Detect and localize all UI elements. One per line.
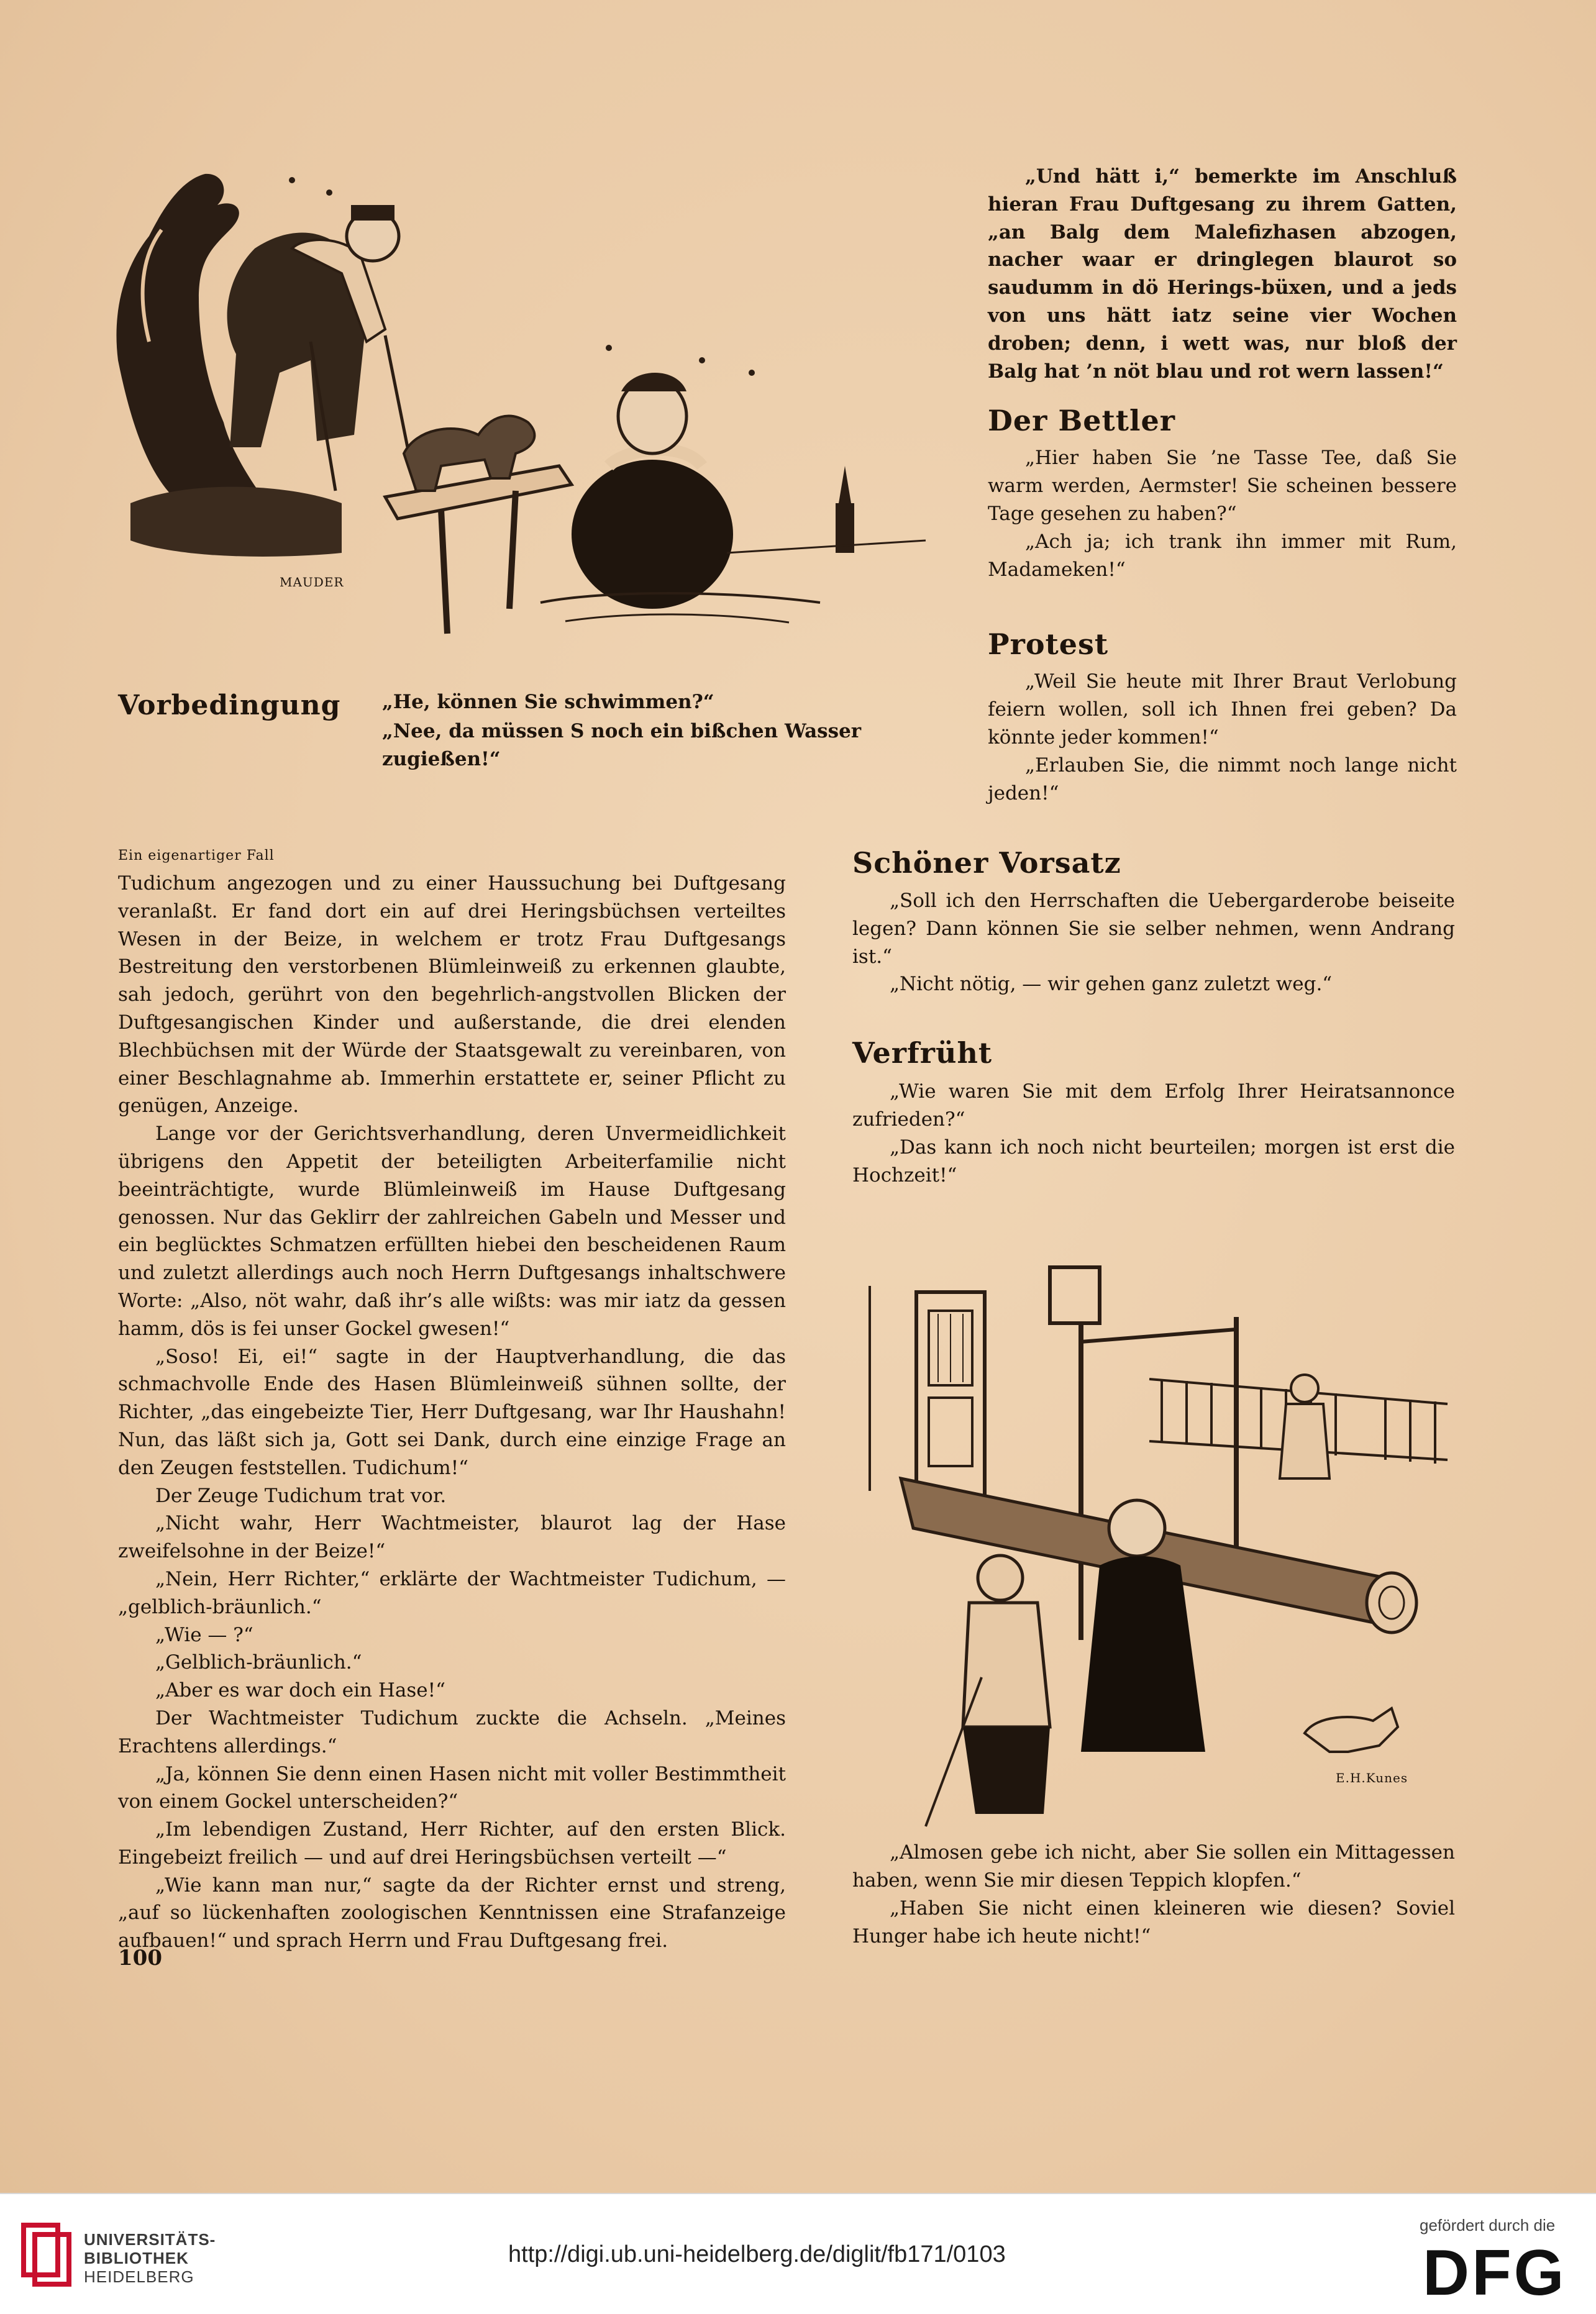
verfrueht-line-2: „Das kann ich noch nicht beurteilen; morgen ist erst die Hochzeit!“ xyxy=(852,1136,1455,1187)
teppich-signature: E.H.Kunes xyxy=(1336,1770,1408,1785)
verfrueht-line-1: „Wie waren Sie mit dem Erfolg Ihrer Heiratsannonce zufrieden?“ xyxy=(852,1080,1455,1131)
vorsatz-heading: Schöner Vorsatz xyxy=(852,846,1121,880)
top-right-paragraph: „Und hätt i,“ bemerkte im Anschluß hieran Frau Duftgesang zu ihrem Gatten, „an Balg dem Malefizhasen abzogen, nacher waar er dringlegen blaurot so saudumm in dö Herings-büxen, und a jeds von uns hätt iatz seine vier Wochen droben; denn, i wett was, nur bloß der Balg hat ’n nöt blau und rot wern lassen!“ xyxy=(988,165,1457,383)
vorbedingung-heading: Vorbedingung xyxy=(118,690,341,721)
fall-paragraph-5: „Nicht wahr, Herr Wachtmeister, blaurot lag der Hase zweifelsohne in der Beize!“ xyxy=(118,1512,786,1563)
protest-line-2: „Erlauben Sie, die nimmt noch lange nicht jeden!“ xyxy=(988,754,1457,804)
dfg-logo: DFG xyxy=(1423,2237,1567,2309)
fall-paragraph-4: Der Zeuge Tudichum trat vor. xyxy=(155,1484,447,1507)
protest-heading: Protest xyxy=(988,627,1109,661)
fall-paragraph-12: „Im lebendigen Zustand, Herr Richter, auf den ersten Blick. Eingebeizt freilich — und auf drei Heringsbüchsen verteilt —“ xyxy=(118,1818,786,1869)
institution-name xyxy=(84,2230,216,2286)
institution-line-3: HEIDELBERG xyxy=(84,2267,194,2286)
permalink-url[interactable]: http://digi.ub.uni-heidelberg.de/diglit/fb171/0103 xyxy=(508,2241,1006,2267)
institution-line-2: BIBLIOTHEK xyxy=(84,2249,189,2267)
fall-paragraph-13: „Wie kann man nur,“ sagte da der Richter ernst und streng, „auf so lückenhaften zoologischen Kenntnissen eine Strafanzeige aufbauen!“ und sprach Herrn und Frau Duftgesang frei. xyxy=(118,1874,786,1952)
fall-paragraph-8: „Gelblich-bräunlich.“ xyxy=(155,1651,362,1674)
university-logo-icon xyxy=(17,2219,73,2287)
fall-paragraph-10: Der Wachtmeister Tudichum zuckte die Achseln. „Meines Erachtens allerdings.“ xyxy=(118,1706,786,1757)
fall-paragraph-7: „Wie — ?“ xyxy=(155,1623,253,1646)
fall-kicker: Ein eigenartiger Fall xyxy=(118,848,275,863)
footer-bar xyxy=(0,2193,1596,2314)
fall-paragraph-1: Tudichum angezogen und zu einer Haussuchung bei Duftgesang veranlaßt. Er fand dort ein auf drei Heringsbüchsen verteiltes Wesen in der Beize, in welchem er trotz Frau Duftgesangs Bestreitung den verstorbenen Blümleinweiß zu erkennen glaubte, sah jedoch, gerührt von den begehrlich-angstvollen Blicken der Duftgesangischen Kinder und außerstande, die drei elenden Blechbüchsen mit der Würde der Staatsgewalt zu vereinbaren, von einer Beschlagnahme ab. Immerhin erstattete er, seiner Pflicht zu genügen, Anzeige. xyxy=(118,872,786,1118)
vorsatz-line-1: „Soll ich den Herrschaften die Uebergarderobe beiseite legen? Dann können Sie sie selber nehmen, wenn Andrang ist.“ xyxy=(852,890,1455,968)
protest-line-1: „Weil Sie heute mit Ihrer Braut Verlobung feiern wollen, soll ich Ihnen frei geben? Da könnte jeder kommen!“ xyxy=(988,670,1457,749)
vorbedingung-line-1: „He, können Sie schwimmen?“ xyxy=(382,691,714,713)
bettler-line-2: „Ach ja; ich trank ihn immer mit Rum, Madameken!“ xyxy=(988,531,1457,581)
vorsatz-line-2: „Nicht nötig, — wir gehen ganz zuletzt weg.“ xyxy=(890,973,1333,995)
fall-paragraph-2: Lange vor der Gerichtsverhandlung, deren Unvermeidlichkeit übrigens den Appetit der beteiligten Arbeiterfamilie nicht beeinträchtigte, wurde Blümleinweiß im Hause Duftgesang genossen. Nur das Geklirr der zahlreichen Gabeln und Messer und ein beglücktes Schmatzen erfüllten hiebei den bescheidenen Raum und zuletzt allerdings auch noch Herrn Duftgesangs inhaltschwere Worte: „Also, nöt wahr, daß ihr’s alle wißts: was mir iatz da gessen hamm, dös is fei unser Gockel gwesen!“ xyxy=(118,1123,786,1340)
swimming-cartoon-illustration xyxy=(106,155,938,652)
institution-line-1: UNIVERSITÄTS- xyxy=(84,2230,216,2249)
carpet-cartoon-illustration xyxy=(857,1255,1454,1833)
funding-text: gefördert durch die xyxy=(1420,2216,1556,2234)
verfrueht-heading: Verfrüht xyxy=(852,1036,993,1070)
fall-paragraph-6: „Nein, Herr Richter,“ erklärte der Wachtmeister Tudichum, — „gelblich-bräunlich.“ xyxy=(118,1567,786,1618)
teppich-line-2: „Haben Sie nicht einen kleineren wie diesen? Soviel Hunger habe ich heute nicht!“ xyxy=(852,1897,1455,1947)
page-number: 100 xyxy=(118,1946,162,1970)
fall-article xyxy=(118,870,786,1955)
bettler-line-1: „Hier haben Sie ’ne Tasse Tee, daß Sie warm werden, Aermster! Sie scheinen bessere Tage gesehen zu haben?“ xyxy=(988,447,1457,525)
bettler-heading: Der Bettler xyxy=(988,404,1176,437)
fall-paragraph-9: „Aber es war doch ein Hase!“ xyxy=(155,1679,445,1702)
teppich-line-1: „Almosen gebe ich nicht, aber Sie sollen ein Mittagessen haben, wenn Sie mir diesen Teppich klopfen.“ xyxy=(852,1841,1455,1892)
vorbedingung-signature: MAUDER xyxy=(280,575,344,590)
fall-paragraph-11: „Ja, können Sie denn einen Hasen nicht mit voller Bestimmtheit von einem Gockel unterscheiden?“ xyxy=(118,1762,786,1813)
fall-paragraph-3: „Soso! Ei, ei!“ sagte in der Hauptverhandlung, die das schmachvolle Ende des Hasen Blümleinweiß sühnen sollte, der Richter, „das eingebeizte Tier, Herr Duftgesang, war Ihr Haushahn! Nun, das läßt sich ja, Gott sei Dank, durch eine einzige Frage an den Zeugen feststellen. Tudichum!“ xyxy=(118,1345,786,1479)
vorbedingung-line-2: „Nee, da müssen S noch ein bißchen Wasser zugießen!“ xyxy=(382,720,862,770)
